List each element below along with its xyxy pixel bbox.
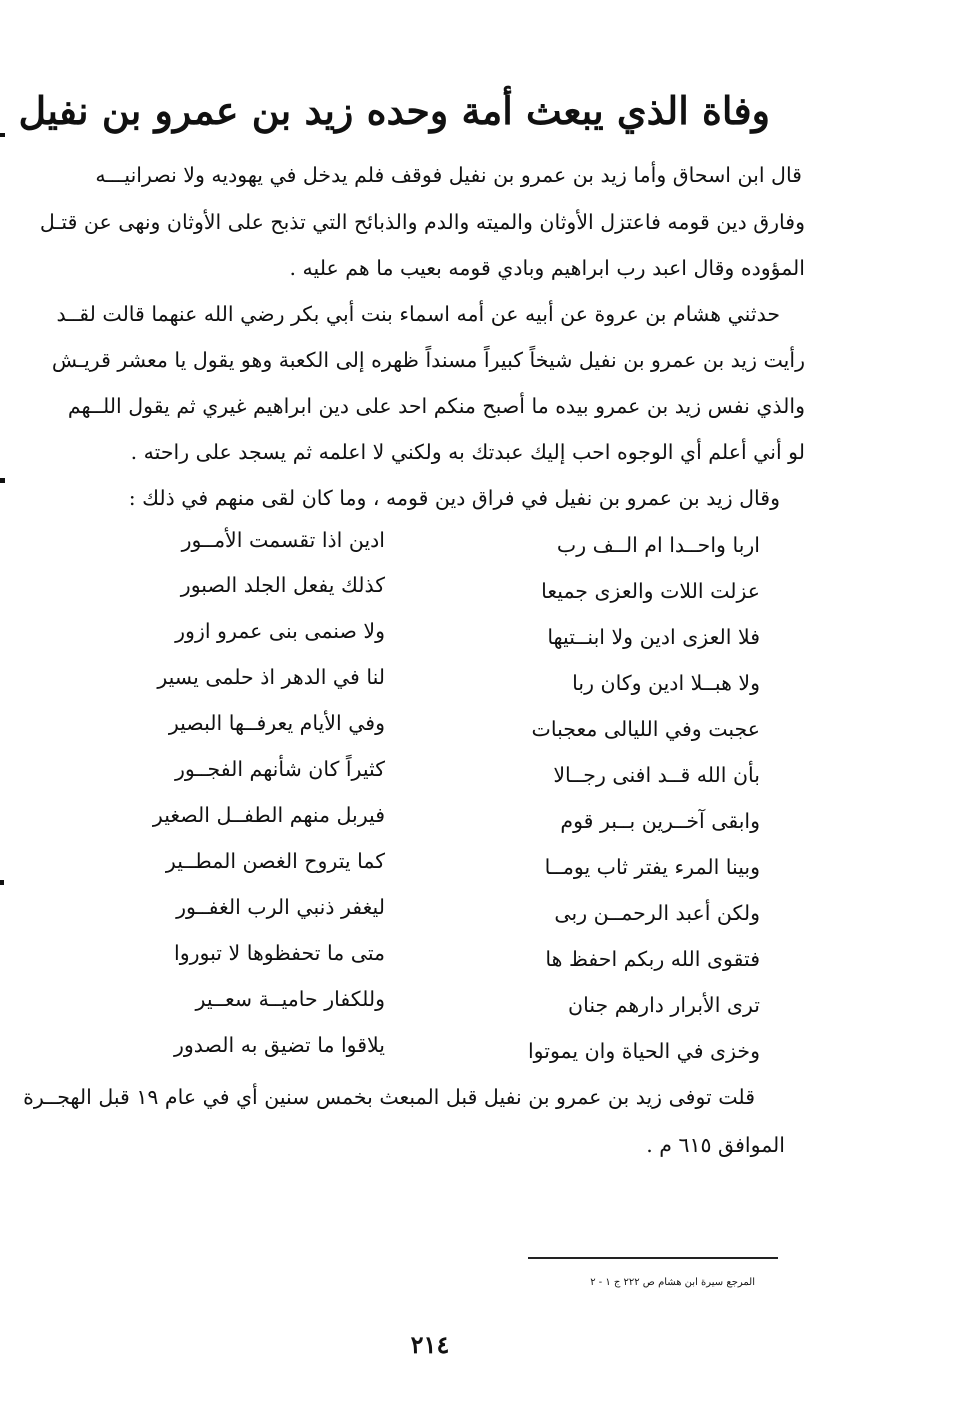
closing-line: الموافق ٦١٥ م .: [646, 1133, 785, 1157]
verse-second-half: وفي الأيام يعرفــها البصير: [168, 711, 385, 735]
paragraph-line: المؤوده وقال اعبد رب ابراهيم وبادي قومه بعيب ما هم عليه .: [289, 256, 805, 280]
verse-second-half: وللكفار حاميــة سعــير: [195, 987, 385, 1011]
footnote: المرجع سيرة ابن هشام ص ٢٢٢ ج ١ - ٢: [590, 1277, 755, 1288]
verse-second-half: متى ما تحفظوها لا تبوروا: [174, 941, 385, 965]
verse-second-half: ليغفر ذنبي الرب الغفــور: [176, 895, 385, 919]
verse-second-half: كذلك يفعل الجلد الصبور: [180, 573, 385, 597]
verse-first-half: فتقوى الله ربكم احفظ ها: [545, 947, 760, 971]
verse-second-half: ولا صنمى بنى عمرو ازور: [175, 619, 385, 643]
footnote-divider: [528, 1257, 778, 1259]
paragraph-line: وقال زيد بن عمرو بن نفيل في فراق دين قومه ، وما كان لقى منهم في ذلك :: [128, 486, 780, 510]
closing-line: قلت توفى زيد بن عمرو بن نفيل قبل المبعث بخمس سنين أي في عام ١٩ قبل الهجــرة: [23, 1085, 755, 1109]
paragraph-line: قال ابن اسحاق وأما زيد بن عمرو بن نفيل فوقف فلم يدخل في يهوديه ولا نصرانيـــه: [95, 163, 802, 187]
verse-second-half: لنا في الدهر اذ حلمى يسير: [157, 665, 385, 689]
scan-edge-mark: [0, 880, 4, 885]
verse-second-half: كما يتروح الغصن المطــير: [165, 849, 385, 873]
verse-second-half: كثيراً كان شأنهم الفجــور: [174, 757, 385, 781]
scan-edge-mark: [0, 478, 5, 483]
page-number: ٢١٤: [410, 1330, 450, 1359]
scan-edge-mark: [0, 133, 5, 137]
verse-second-half: ادين اذا تقسمت الأمــور: [181, 528, 385, 552]
verse-first-half: ولا هبــلا ادين وكان ربا: [572, 671, 760, 695]
verse-first-half: فلا العزى ادين ولا ابنــتيها: [547, 625, 760, 649]
verse-first-half: اربا واحــدا ام الــف رب: [556, 533, 760, 557]
verse-second-half: يلاقوا ما تضيق به الصدور: [173, 1033, 385, 1057]
paragraph-line: حدثني هشام بن عروة عن أبيه عن أمه اسماء بنت أبي بكر رضي الله عنهما قالت لقــد: [56, 302, 780, 326]
verse-first-half: وبينا المرء يفتر ثاب يومــا: [544, 855, 760, 879]
paragraph-line: والذي نفس زيد بن عمرو بيده ما أصبح منكم احد على دين ابراهيم غيري ثم يقول اللــهم: [67, 394, 805, 418]
verse-first-half: ترى الأبرار دارهم جنان: [568, 993, 760, 1017]
paragraph-line: رأيت زيد بن عمرو بن نفيل شيخاً كبيراً مسنداً ظهره إلى الكعبة وهو يقول يا معشر قريـش: [51, 348, 805, 372]
verse-first-half: عجبت وفي الليالى معجبات: [531, 717, 760, 741]
page-title: وفاة الذي يبعث أمة وحده زيد بن عمرو بن نفيل: [18, 88, 770, 133]
paragraph-line: لو أني أعلم أي الوجوه احب إليك عبدتك به ولكني لا اعلمه ثم يسجد على راحته .: [130, 440, 805, 464]
verse-first-half: ولكن أعبد الرحمــن ربى: [554, 901, 760, 925]
verse-second-half: فيربل منهم الطفــل الصغير: [152, 803, 385, 827]
verse-first-half: وخزى في الحياة وان يموتوا: [527, 1039, 760, 1063]
paragraph-line: وفارق دين قومه فاعتزل الأوثان والميته والدم والذبائح التي تذبح على الأوثان ونهى عن قتـل: [39, 210, 805, 234]
verse-first-half: وابقى آخــرين بــبر قوم: [560, 809, 760, 833]
verse-first-half: بأن الله قــد افنى رجــالا: [553, 763, 760, 787]
verse-first-half: عزلت اللات والعزى جميعا: [541, 579, 760, 603]
